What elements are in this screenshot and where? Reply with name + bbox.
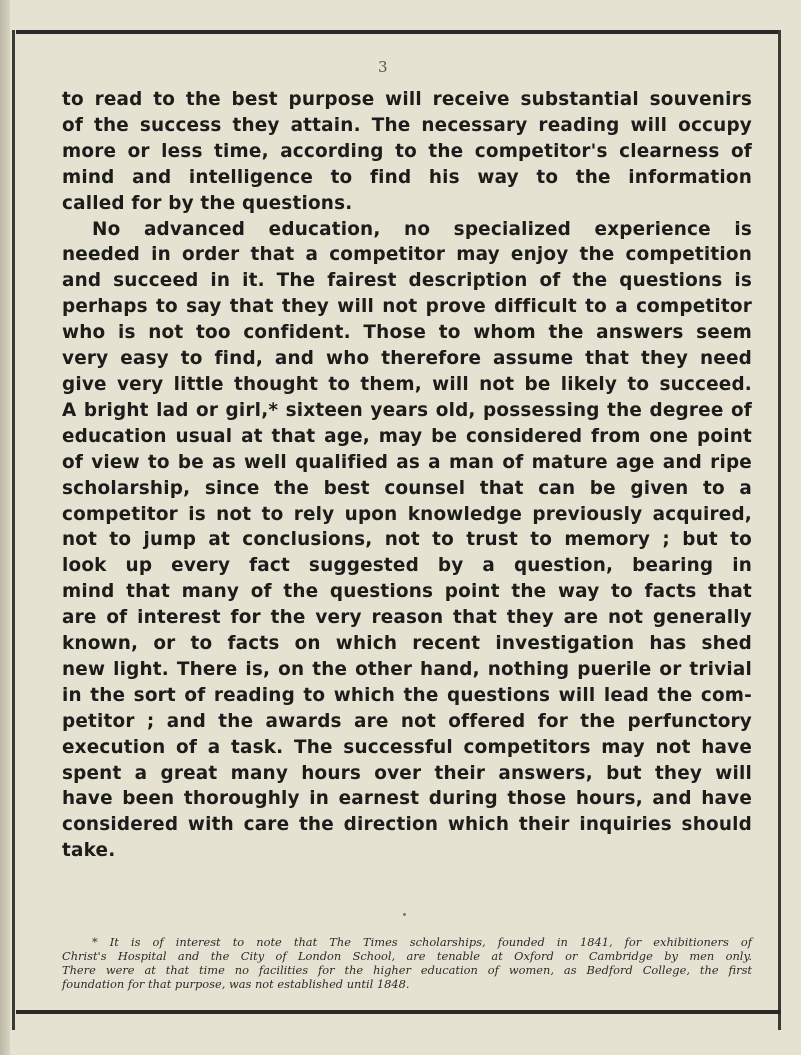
text-line: have been thoroughly in earnest during those hours, and have [62, 788, 752, 810]
text-line: mind that many of the questions point the way to facts that [62, 581, 752, 603]
footnote [62, 935, 752, 991]
footnote-line: Christ's Hospital and the City of London School, are tenable at Oxford or Cambridge by men only. [62, 949, 752, 963]
text-line: new light. There is, on the other hand, nothing puerile or trivial [62, 658, 752, 680]
text-line: more or less time, according to the competitor's clearness of [62, 140, 752, 162]
text-line: No advanced education, no specialized experience is [92, 218, 752, 240]
text-line: considered with care the direction which their inquiries should [62, 814, 752, 836]
text-line: are of interest for the very reason that they are not generally [62, 607, 752, 629]
text-line: not to jump at conclusions, not to trust to memory ; but to [62, 529, 752, 551]
frame-rule-bottom [16, 1010, 781, 1014]
text-line: perhaps to say that they will not prove difficult to a competitor [62, 296, 752, 318]
text-line: mind and intelligence to find his way to the information [62, 166, 752, 188]
text-line: of the success they attain. The necessary reading will occupy [62, 114, 752, 136]
text-line: take. [62, 840, 116, 862]
body-text [62, 87, 752, 864]
text-line: education usual at that age, may be considered from one point [62, 425, 752, 447]
footnote-line: * It is of interest to note that The Times scholarships, founded in 1841, for exhibitioners of [92, 935, 752, 949]
text-line: very easy to find, and who therefore assume that they need [62, 348, 752, 370]
frame-rule-right [778, 30, 781, 1030]
text-line: of view to be as well qualified as a man of mature age and ripe [62, 451, 752, 473]
page-binding-edge [0, 0, 10, 1055]
paragraph-2 [62, 217, 752, 865]
text-line: competitor is not to rely upon knowledge previously acquired, [62, 503, 752, 525]
text-line: look up every fact suggested by a question, bearing in [62, 555, 752, 577]
text-line: to read to the best purpose will receive substantial souvenirs [62, 89, 752, 110]
footnote-line: foundation for that purpose, was not established until 1848. [62, 977, 410, 991]
text-line: give very little thought to them, will not be likely to succeed. [62, 373, 752, 395]
text-line: known, or to facts on which recent investigation has shed [62, 633, 752, 655]
text-line: needed in order that a competitor may enjoy the competition [62, 244, 752, 266]
page-number: 3 [378, 58, 388, 76]
separator-dot [403, 913, 406, 916]
footnote-line: There were at that time no facilities for the higher education of women, as Bedford College, the first [62, 963, 752, 977]
text-line: in the sort of reading to which the questions will lead the com- [62, 684, 752, 706]
text-line: petitor ; and the awards are not offered for the perfunctory [62, 710, 752, 732]
text-line: A bright lad or girl,* sixteen years old, possessing the degree of [62, 399, 752, 421]
text-line: scholarship, since the best counsel that can be given to a [62, 477, 752, 499]
text-line: called for by the questions. [62, 192, 353, 214]
frame-rule-top [16, 30, 781, 34]
frame-rule-left [12, 30, 15, 1030]
text-line: spent a great many hours over their answers, but they will [62, 762, 752, 784]
paragraph-1 [62, 87, 752, 217]
text-line: who is not too confident. Those to whom the answers seem [62, 322, 752, 344]
text-line: and succeed in it. The fairest description of the questions is [62, 270, 752, 292]
text-line: execution of a task. The successful competitors may not have [62, 736, 752, 758]
